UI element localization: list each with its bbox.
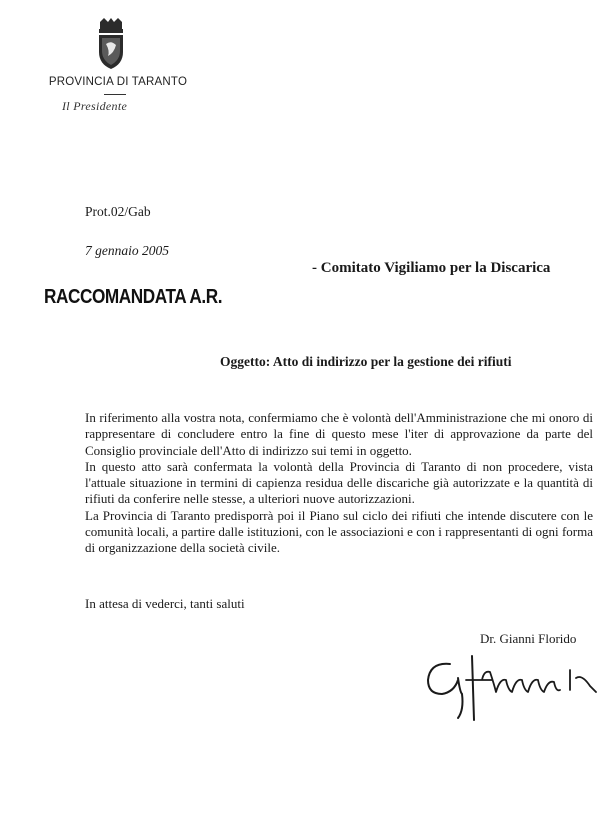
letter-date: 7 gennaio 2005 xyxy=(85,243,169,258)
paragraph-1: In riferimento alla vostra nota, confermiamo che è volontà dell'Amministrazione che mi onoro di rappresentare di concludere entro la fine di questo mese l'iter di approvazione da parte del Consiglio provinciale dell'Atto di indirizzo sui temi in oggetto. xyxy=(85,410,593,458)
paragraph-3: La Provincia di Taranto predisporrà poi il Piano sul ciclo dei rifiuti che intende discutere con le comunità locali, a partire dalle istituzioni, con le associazioni e con i rappresentanti di ogni forma di organizzazione della società civile. xyxy=(85,507,593,556)
recipient: - Comitato Vigiliamo per la Discarica xyxy=(312,260,551,276)
coat-of-arms-icon xyxy=(94,18,128,70)
organization-name: PROVINCIA DI TARANTO xyxy=(48,76,188,88)
protocol-number: Prot.02/Gab xyxy=(85,204,151,219)
handwritten-signature-icon xyxy=(420,650,605,722)
letterhead-divider xyxy=(104,94,126,95)
signer-name: Dr. Gianni Florido xyxy=(480,631,577,646)
letter-body xyxy=(85,410,593,557)
paragraph-2: In questo atto sarà confermata la volontà della Provincia di Taranto di non procedere, vista l'attuale situazione in termini di capienza residua delle discariche già autorizzate e la quantità di rifiuti da conferire nelle stesse, a ulteriori nuove autorizzazioni. xyxy=(85,458,593,507)
letterhead-title: Il Presidente xyxy=(62,99,128,113)
subject-line: Oggetto: Atto di indirizzo per la gestione dei rifiuti xyxy=(220,354,512,369)
registered-mail-stamp: RACCOMANDATA A.R. xyxy=(44,286,223,308)
closing-line: In attesa di vederci, tanti saluti xyxy=(85,596,245,611)
